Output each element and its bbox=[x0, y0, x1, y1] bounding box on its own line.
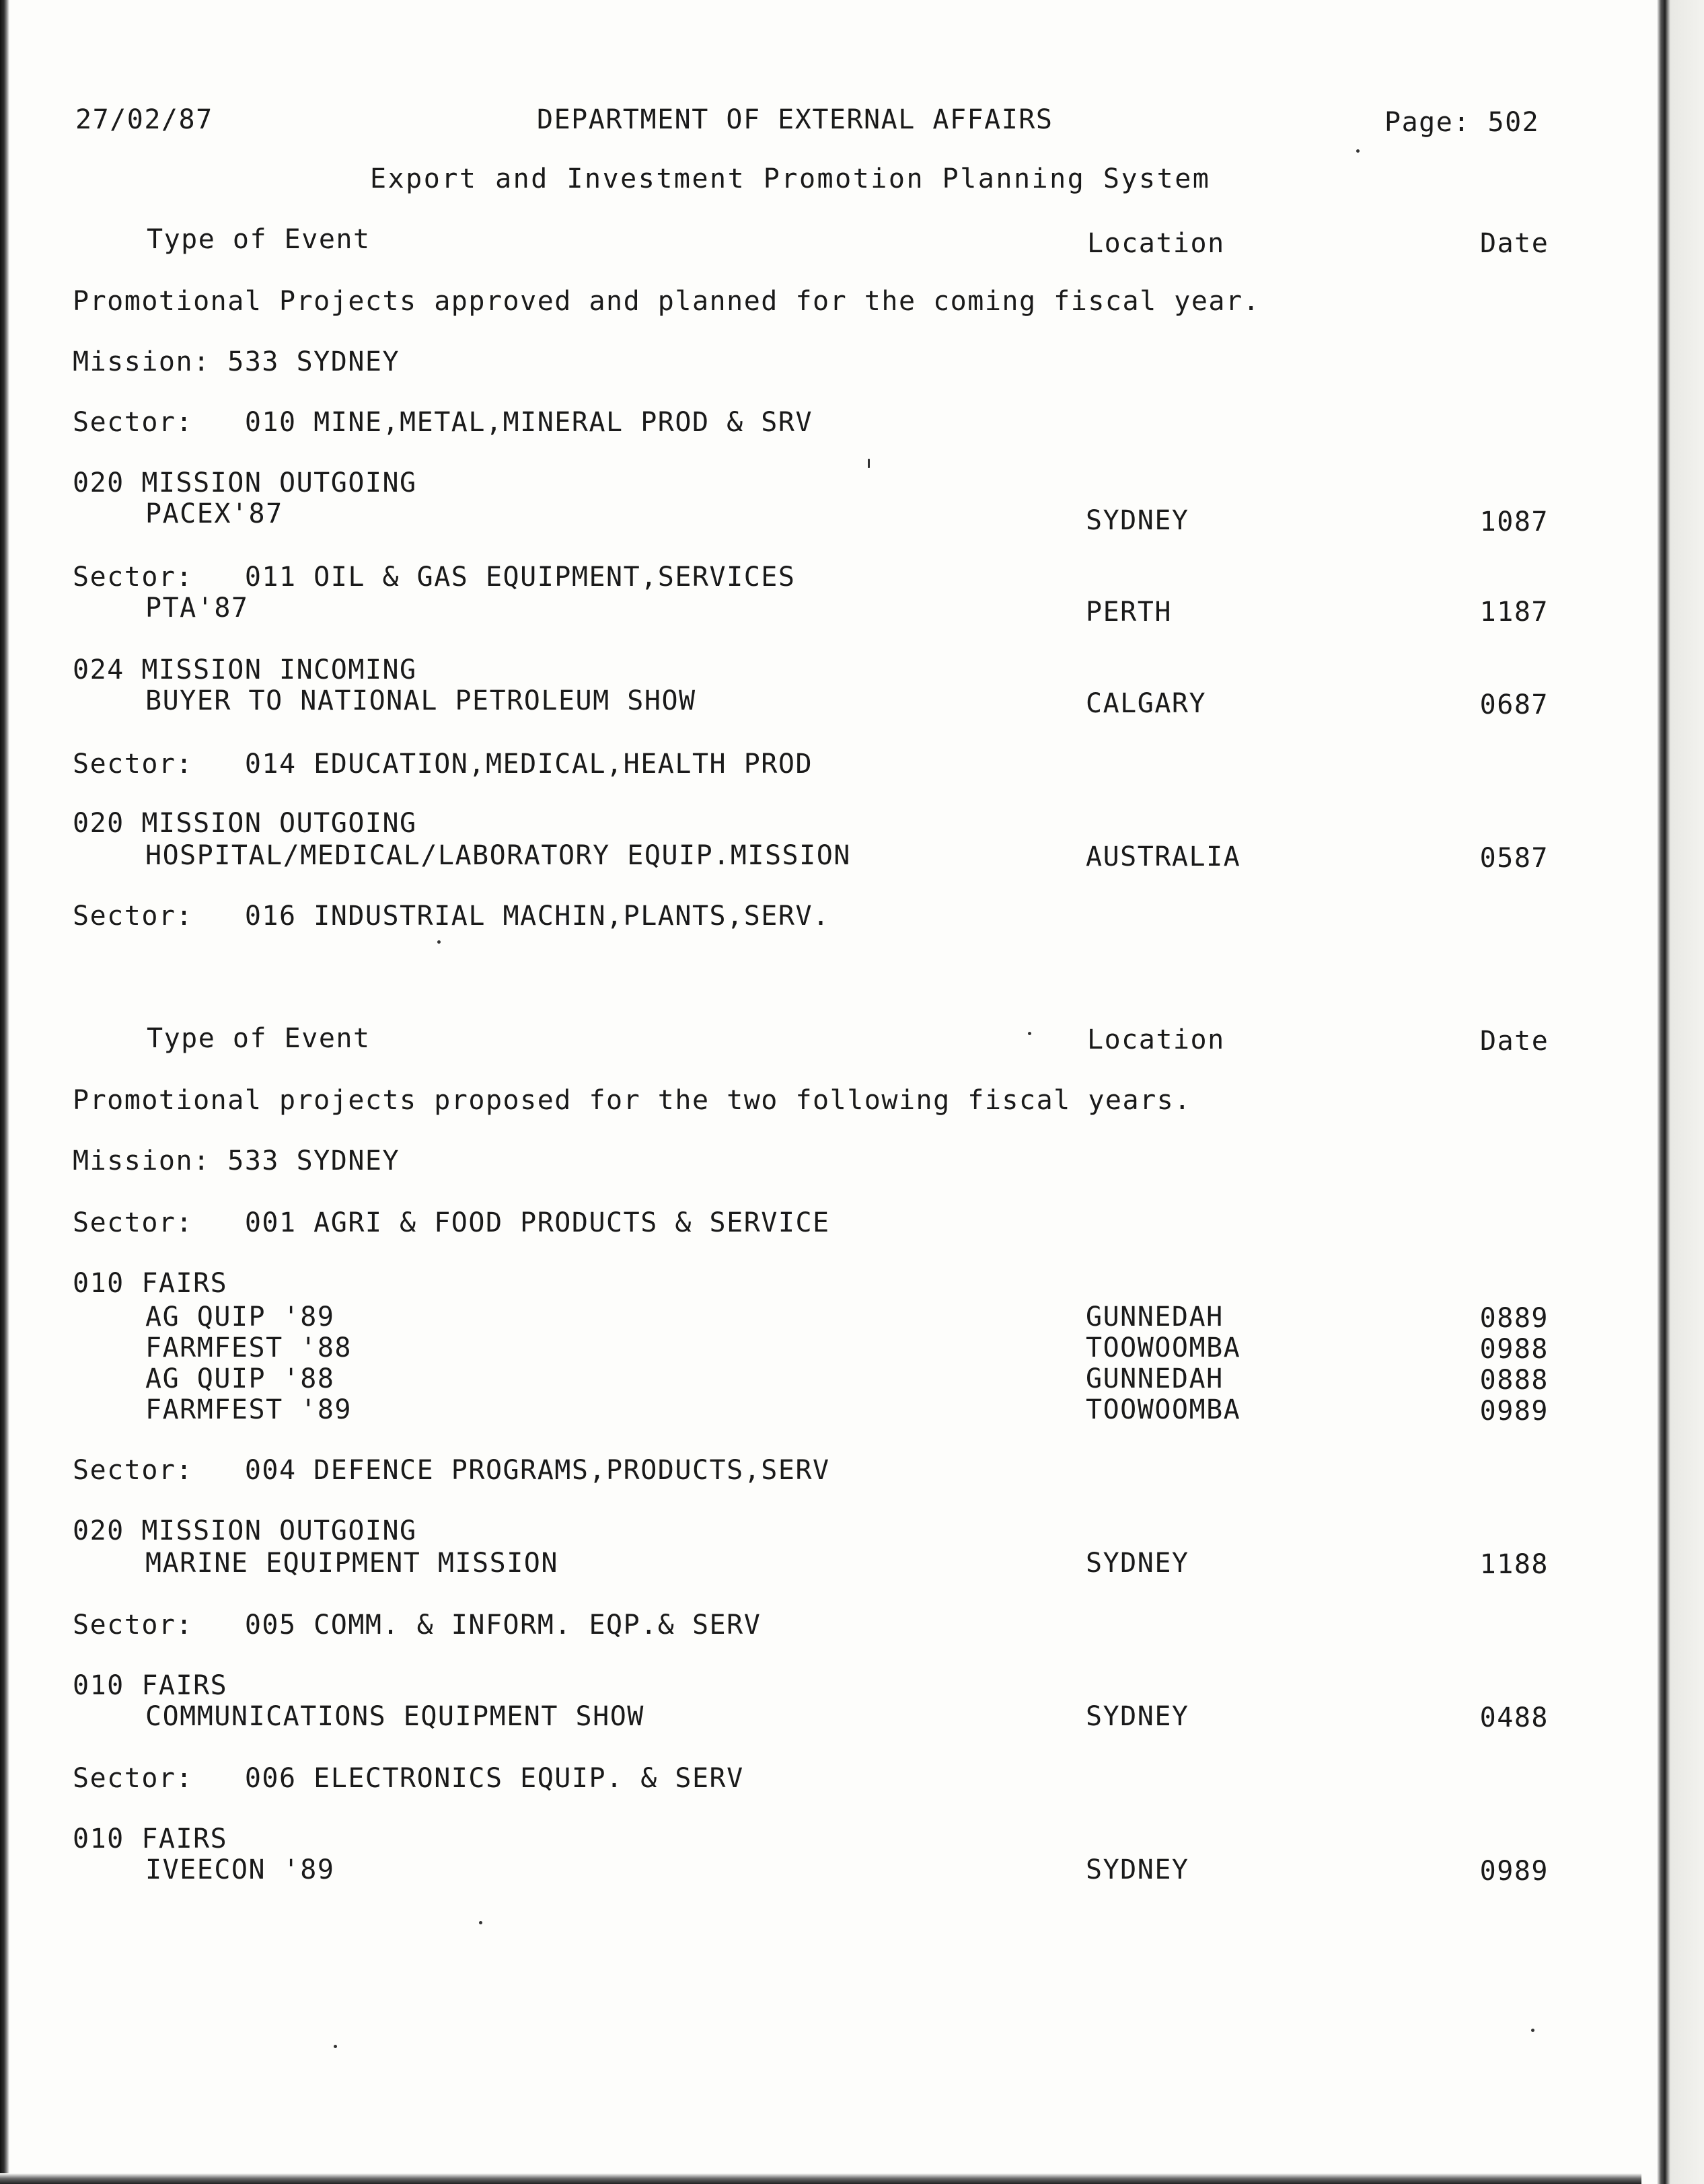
event-name: IVEECON '89 bbox=[145, 1854, 335, 1885]
event-name: PACEX'87 bbox=[145, 498, 283, 529]
event-date: 0488 bbox=[1479, 1702, 1549, 1733]
event-name: PTA'87 bbox=[145, 593, 249, 624]
department-title: DEPARTMENT OF EXTERNAL AFFAIRS bbox=[537, 104, 1053, 135]
event-type-line: 024 MISSION INCOMING bbox=[73, 654, 417, 685]
event-name: MARINE EQUIPMENT MISSION bbox=[145, 1548, 558, 1579]
event-name: BUYER TO NATIONAL PETROLEUM SHOW bbox=[145, 685, 696, 716]
event-name: HOSPITAL/MEDICAL/LABORATORY EQUIP.MISSION bbox=[145, 840, 851, 871]
sector-line: Sector: 005 COMM. & INFORM. EQP.& SERV bbox=[73, 1610, 762, 1641]
event-location: SYDNEY bbox=[1086, 1548, 1189, 1579]
event-date: 0988 bbox=[1479, 1334, 1549, 1365]
event-name: FARMFEST '89 bbox=[145, 1394, 352, 1425]
event-location: GUNNEDAH bbox=[1086, 1302, 1224, 1332]
page-edge-bottom bbox=[0, 2173, 1641, 2184]
sector-line: Sector: 011 OIL & GAS EQUIPMENT,SERVICES bbox=[73, 562, 796, 593]
column-header-location: Location bbox=[1087, 1024, 1225, 1055]
sector-line: Sector: 016 INDUSTRIAL MACHIN,PLANTS,SERV. bbox=[73, 901, 830, 932]
page-edge-left bbox=[0, 0, 9, 2184]
scan-speck bbox=[437, 940, 441, 944]
sector-line: Sector: 010 MINE,METAL,MINERAL PROD & SRV bbox=[73, 407, 813, 438]
scan-speck bbox=[1356, 149, 1360, 153]
event-type-line: 020 MISSION OUTGOING bbox=[73, 1515, 417, 1546]
column-header-date: Date bbox=[1480, 1026, 1549, 1057]
scan-speck bbox=[479, 1921, 482, 1924]
sector-line: Sector: 001 AGRI & FOOD PRODUCTS & SERVICE bbox=[73, 1207, 830, 1238]
column-header-date: Date bbox=[1480, 228, 1549, 259]
section-heading: Promotional Projects approved and planned for the coming fiscal year. bbox=[73, 286, 1261, 317]
event-date: 0888 bbox=[1479, 1365, 1549, 1396]
event-date: 0989 bbox=[1479, 1856, 1549, 1887]
event-date: 1187 bbox=[1479, 597, 1549, 628]
event-location: SYDNEY bbox=[1086, 1701, 1189, 1732]
event-name: COMMUNICATIONS EQUIPMENT SHOW bbox=[145, 1701, 644, 1732]
event-name: AG QUIP '89 bbox=[145, 1302, 335, 1332]
section-heading: Promotional projects proposed for the two following fiscal years. bbox=[73, 1085, 1191, 1116]
event-location: PERTH bbox=[1086, 597, 1172, 628]
scan-speck bbox=[1028, 1032, 1031, 1035]
mission-line: Mission: 533 SYDNEY bbox=[73, 1145, 400, 1176]
column-header-location: Location bbox=[1087, 228, 1225, 259]
event-type-line: 010 FAIRS bbox=[73, 1823, 228, 1854]
event-date: 0687 bbox=[1479, 689, 1549, 720]
event-date: 0587 bbox=[1479, 843, 1549, 874]
event-name: FARMFEST '88 bbox=[145, 1332, 352, 1363]
event-date: 1188 bbox=[1479, 1549, 1549, 1580]
event-location: TOOWOOMBA bbox=[1086, 1332, 1241, 1363]
sector-line: Sector: 004 DEFENCE PROGRAMS,PRODUCTS,SERV bbox=[73, 1455, 830, 1486]
event-type-line: 010 FAIRS bbox=[73, 1268, 228, 1299]
event-location: SYDNEY bbox=[1086, 505, 1189, 536]
sector-line: Sector: 006 ELECTRONICS EQUIP. & SERV bbox=[73, 1763, 744, 1794]
event-type-line: 010 FAIRS bbox=[73, 1670, 228, 1701]
sector-line: Sector: 014 EDUCATION,MEDICAL,HEALTH PROD bbox=[73, 749, 813, 780]
event-type-line: 020 MISSION OUTGOING bbox=[73, 808, 417, 839]
event-location: CALGARY bbox=[1086, 688, 1207, 719]
event-date: 0889 bbox=[1479, 1303, 1549, 1334]
event-location: GUNNEDAH bbox=[1086, 1363, 1224, 1394]
event-date: 0989 bbox=[1479, 1396, 1549, 1427]
event-location: TOOWOOMBA bbox=[1086, 1394, 1241, 1425]
page-number: Page: 502 bbox=[1384, 107, 1540, 138]
event-location: SYDNEY bbox=[1086, 1854, 1189, 1885]
event-location: AUSTRALIA bbox=[1086, 841, 1241, 872]
system-title: Export and Investment Promotion Planning System bbox=[370, 163, 1211, 194]
page-edge-right bbox=[1623, 0, 1704, 2184]
event-date: 1087 bbox=[1479, 506, 1549, 537]
column-header-type-of-event: Type of Event bbox=[147, 224, 371, 255]
mission-line: Mission: 533 SYDNEY bbox=[73, 346, 400, 377]
report-date: 27/02/87 bbox=[75, 104, 213, 135]
event-name: AG QUIP '88 bbox=[145, 1363, 335, 1394]
scan-speck bbox=[868, 459, 870, 468]
event-type-line: 020 MISSION OUTGOING bbox=[73, 467, 417, 498]
scan-speck bbox=[1531, 2029, 1534, 2032]
column-header-type-of-event: Type of Event bbox=[147, 1023, 371, 1054]
scan-speck bbox=[334, 2045, 337, 2048]
